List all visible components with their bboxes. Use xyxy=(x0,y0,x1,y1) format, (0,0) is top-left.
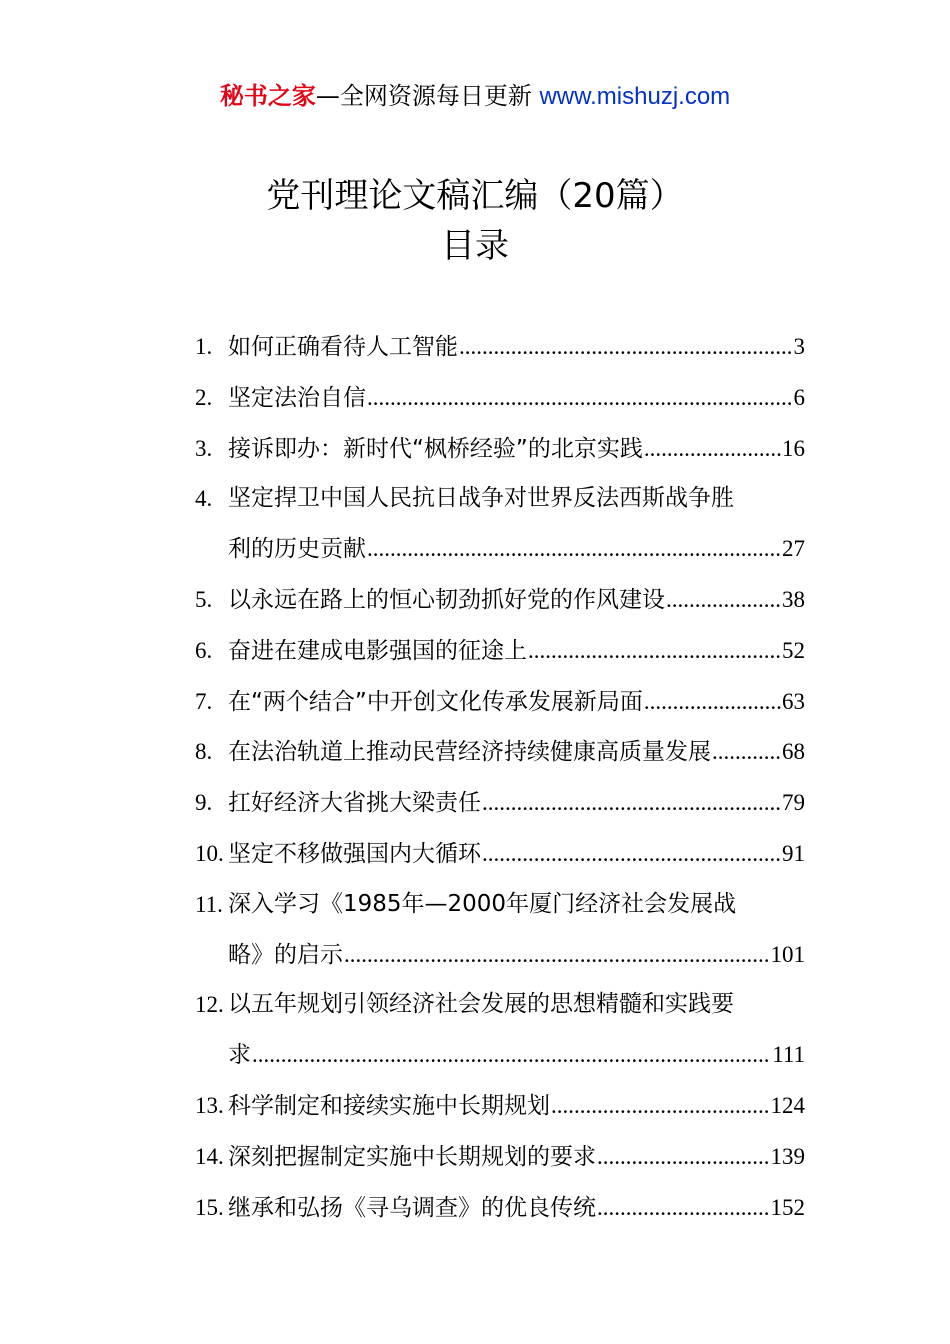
toc-entry-title: 在法治轨道上推动民营经济持续健康高质量发展 xyxy=(228,739,711,766)
dot-leader xyxy=(644,424,781,474)
toc-entry-number: 9. xyxy=(195,790,213,816)
dot-leader xyxy=(597,1132,770,1182)
toc-entry-page: 38 xyxy=(782,586,805,612)
toc-entry-title: 利的历史贡献 xyxy=(228,536,366,563)
toc-entry-5[interactable] xyxy=(195,575,805,626)
toc-entry-title: 在“两个结合”中开创文化传承发展新局面 xyxy=(228,688,643,715)
toc-entry-page: 101 xyxy=(770,941,805,967)
dot-leader xyxy=(459,322,793,372)
toc-entry-title: 如何正确看待人工智能 xyxy=(228,334,458,360)
toc-entry-number: 1. xyxy=(195,334,213,359)
toc-entry-page: 16 xyxy=(782,435,805,461)
toc-entry-number: 11. xyxy=(195,891,223,917)
toc-entry-line xyxy=(228,1183,805,1234)
dot-leader xyxy=(367,524,781,574)
toc-entry-line xyxy=(228,930,805,981)
toc-entry-page: 152 xyxy=(770,1194,805,1220)
toc-entry-8[interactable] xyxy=(195,727,805,778)
dot-leader xyxy=(344,930,770,980)
toc-entry-number: 15. xyxy=(195,1194,224,1220)
toc-entry-title: 坚定不移做强国内大循环 xyxy=(228,840,481,867)
toc-entry-page: 111 xyxy=(772,1042,805,1068)
dot-leader xyxy=(666,575,781,625)
toc-heading: 目录 xyxy=(441,226,509,266)
toc-entry-6[interactable] xyxy=(195,626,805,677)
toc-entry-line xyxy=(228,677,805,728)
toc-entry-title: 以永远在路上的恒心韧劲抓好党的作风建设 xyxy=(228,586,665,613)
toc-entry-4[interactable] xyxy=(195,474,805,575)
brand-name: 秘书之家 xyxy=(219,82,316,110)
toc-entry-2[interactable] xyxy=(195,373,805,424)
toc-entry-title-line1: 以五年规划引领经济社会发展的思想精髓和实践要 xyxy=(228,991,734,1018)
toc-entry-line xyxy=(228,778,805,829)
toc-entry-line xyxy=(228,1081,805,1132)
toc-entry-number: 2. xyxy=(195,384,213,410)
toc-entry-line xyxy=(228,524,805,575)
toc-entry-page: 79 xyxy=(782,790,805,816)
document-title: 党刊理论文稿汇编（20篇） xyxy=(266,176,684,216)
dot-leader xyxy=(712,727,781,777)
toc-entry-10[interactable] xyxy=(195,829,805,880)
toc-entry-15[interactable] xyxy=(195,1183,805,1234)
toc-entry-title: 科学制定和接续实施中长期规划 xyxy=(228,1092,550,1119)
toc-entry-title: 深刻把握制定实施中长期规划的要求 xyxy=(228,1143,596,1170)
toc-entry-number: 13. xyxy=(195,1092,224,1118)
toc-entry-line xyxy=(228,575,805,626)
toc-entry-page: 68 xyxy=(782,739,805,765)
toc-entry-title: 接诉即办：新时代“枫桥经验”的北京实践 xyxy=(228,435,643,462)
toc-entry-1[interactable] xyxy=(195,322,805,373)
toc-entry-title: 继承和弘扬《寻乌调查》的优良传统 xyxy=(228,1194,596,1221)
toc-entry-title: 奋进在建成电影强国的征途上 xyxy=(228,637,527,664)
toc-entry-number: 8. xyxy=(195,739,213,765)
toc-entry-page: 27 xyxy=(782,536,805,562)
toc-entry-line xyxy=(228,626,805,677)
header-tagline: —全网资源每日更新 xyxy=(315,82,532,110)
dot-leader xyxy=(482,778,781,828)
dot-leader xyxy=(597,1183,770,1233)
toc-entry-line xyxy=(228,1030,805,1081)
toc-entry-page: 52 xyxy=(782,637,805,663)
dot-leader xyxy=(551,1081,770,1131)
toc-entry-title: 坚定法治自信 xyxy=(228,384,366,411)
toc-entry-page: 139 xyxy=(770,1143,805,1169)
table-of-contents xyxy=(195,322,805,1233)
toc-entry-13[interactable] xyxy=(195,1081,805,1132)
toc-entry-number: 5. xyxy=(195,586,213,612)
toc-entry-title-line1: 深入学习《1985年—2000年厦门经济社会发展战 xyxy=(228,890,737,917)
toc-entry-number: 6. xyxy=(195,637,213,663)
toc-entry-line xyxy=(228,424,805,475)
toc-entry-line xyxy=(228,727,805,778)
toc-entry-14[interactable] xyxy=(195,1132,805,1183)
toc-entry-page: 124 xyxy=(770,1092,805,1118)
toc-entry-11[interactable] xyxy=(195,880,805,981)
dot-leader xyxy=(644,677,781,727)
toc-entry-title-line1: 坚定捍卫中国人民抗日战争对世界反法西斯战争胜 xyxy=(228,485,734,512)
toc-entry-12[interactable] xyxy=(195,980,805,1081)
site-url-link[interactable]: www.mishuzj.com xyxy=(539,83,731,110)
toc-entry-9[interactable] xyxy=(195,778,805,829)
toc-entry-line xyxy=(228,1132,805,1183)
dot-leader xyxy=(528,626,781,676)
toc-entry-title: 略》的启示 xyxy=(228,941,343,968)
toc-entry-page: 63 xyxy=(782,688,805,714)
toc-entry-number: 14. xyxy=(195,1143,224,1169)
toc-entry-number: 12. xyxy=(195,992,224,1018)
toc-entry-title: 求 xyxy=(228,1042,251,1069)
toc-entry-line xyxy=(228,373,805,424)
site-header xyxy=(0,78,950,115)
toc-entry-line xyxy=(228,322,805,373)
dot-leader xyxy=(252,1030,771,1080)
toc-entry-3[interactable] xyxy=(195,424,805,475)
toc-entry-number: 3. xyxy=(195,435,213,461)
toc-entry-page: 91 xyxy=(782,840,805,866)
toc-entry-line xyxy=(228,829,805,880)
toc-entry-number: 7. xyxy=(195,688,213,714)
toc-entry-number: 4. xyxy=(195,486,213,512)
toc-entry-page: 3 xyxy=(793,334,805,359)
toc-entry-number: 10. xyxy=(195,840,224,866)
toc-entry-title: 扛好经济大省挑大梁责任 xyxy=(228,790,481,817)
dot-leader xyxy=(482,829,781,879)
toc-entry-7[interactable] xyxy=(195,677,805,728)
dot-leader xyxy=(367,373,793,423)
toc-entry-page: 6 xyxy=(793,384,805,410)
